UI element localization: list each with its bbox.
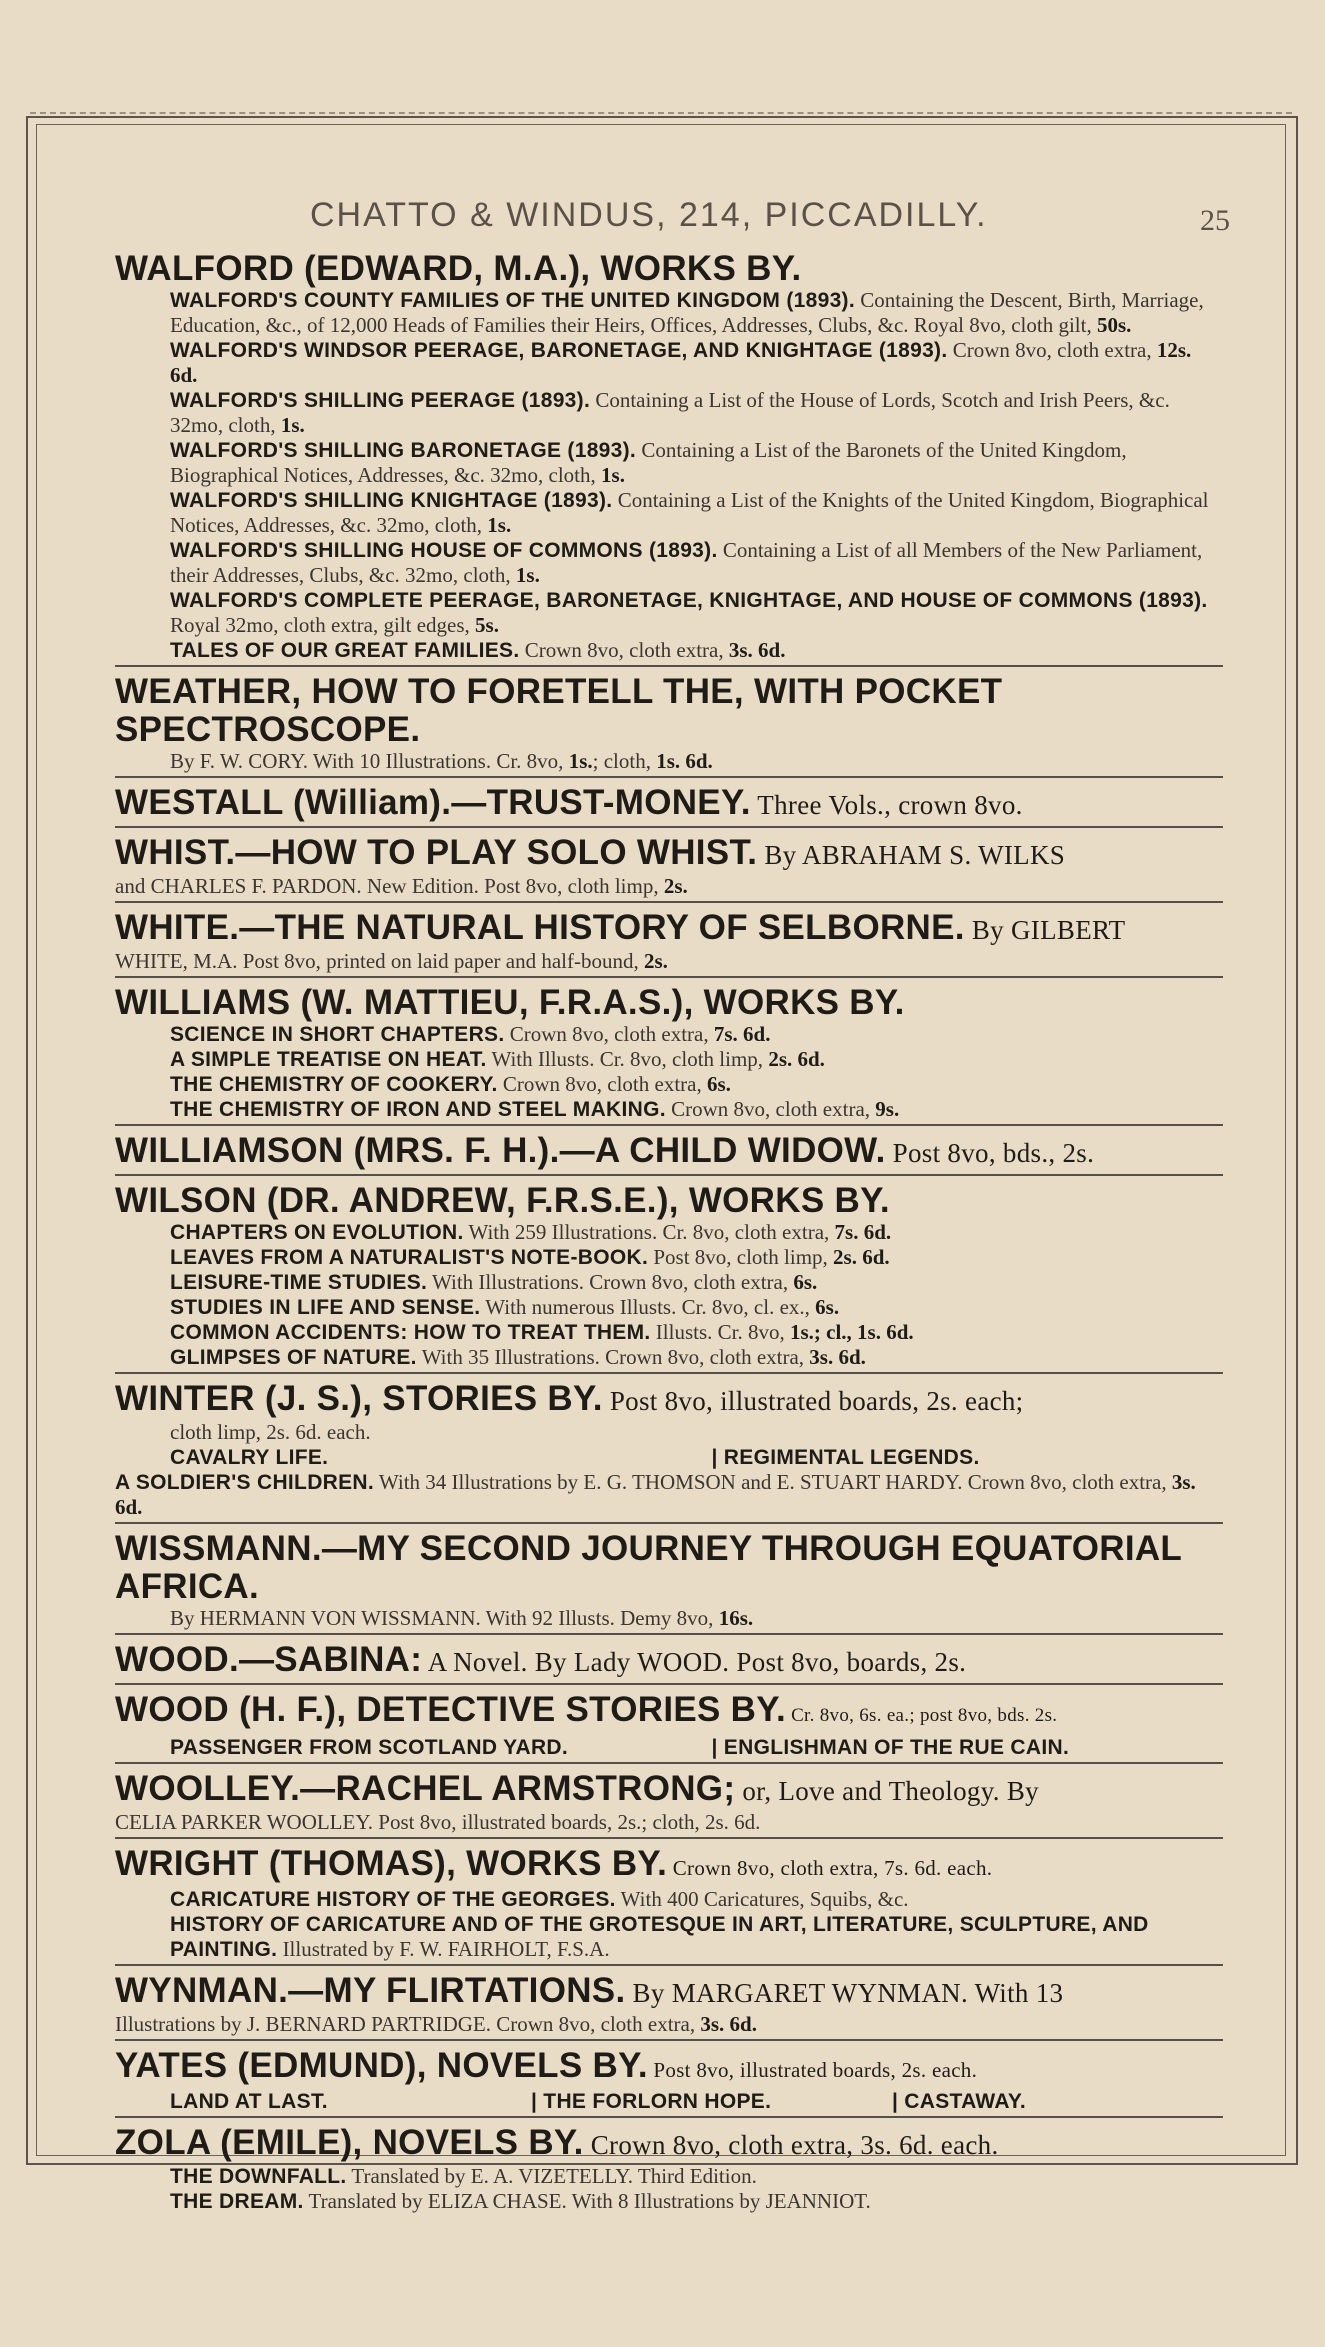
heading-rest: A Novel. By Lady WOOD. Post 8vo, boards, 2s. [422, 1647, 967, 1677]
heading-text: ZOLA (EMILE), NOVELS BY. [115, 2123, 584, 2162]
heading-rest: Crown 8vo, cloth extra, 3s. 6d. each. [583, 2130, 999, 2160]
price-text: 1s. [568, 749, 593, 773]
entry-line [115, 749, 1223, 774]
book-entry [115, 1295, 1223, 1320]
desc-text: Translated by ELIZA CHASE. With 8 Illustrations by JEANNIOT. [303, 2189, 871, 2213]
book-entry [115, 1097, 1223, 1122]
price-text: 3s. 6d. [809, 1345, 866, 1369]
book-title: CHAPTERS ON EVOLUTION. [170, 1221, 464, 1244]
desc-text: and CHARLES F. PARDON. New Edition. Post 8vo, cloth limp, [115, 874, 664, 898]
desc-text: Crown 8vo, cloth extra, [665, 1097, 876, 1121]
heading-text: WYNMAN.—MY FLIRTATIONS. [115, 1971, 626, 2010]
price-text: 1s. [601, 463, 625, 487]
book-title: WALFORD'S COMPLETE PEERAGE, BARONETAGE, KNIGHTAGE, AND HOUSE OF COMMONS (1893). [170, 589, 1208, 612]
page-header [120, 196, 1230, 246]
book-title: HISTORY OF CARICATURE AND OF THE GROTESQUE IN ART, LITERATURE, SCULPTURE, AND PAINTING. [170, 1913, 1149, 1961]
entry-wood-sabina [115, 1641, 1223, 1685]
book-title: THE CHEMISTRY OF COOKERY. [170, 1073, 498, 1096]
entry-weather [115, 673, 1223, 778]
entry-title-row [115, 1735, 1223, 1760]
price-text: 1s. [515, 563, 540, 587]
entry-heading [115, 1770, 1223, 1810]
price-text: 6s. [793, 1270, 818, 1294]
top-border-dots [30, 112, 1292, 114]
entry-wissmann [115, 1530, 1223, 1635]
entry-title-row [115, 1445, 1223, 1470]
entry-heading [115, 1132, 1223, 1172]
entry-heading [115, 784, 1223, 824]
book-entry [115, 1245, 1223, 1270]
price-text: 1s.; cl., 1s. 6d. [789, 1320, 914, 1344]
heading-rest: Post 8vo, bds., 2s. [885, 1138, 1095, 1168]
book-entry [115, 438, 1223, 488]
entry-yates [115, 2047, 1223, 2118]
book-title: WALFORD'S SHILLING HOUSE OF COMMONS (1893). [170, 539, 718, 562]
running-head: CHATTO & WINDUS, 214, PICCADILLY. [310, 196, 988, 234]
heading-text: WILLIAMSON (MRS. F. H.).—A CHILD WIDOW. [115, 1131, 886, 1170]
price-text: 1s. 6d. [656, 749, 713, 773]
book-title: LAND AT LAST. [170, 2090, 328, 2113]
entry-heading [115, 2047, 1223, 2089]
entry-heading [115, 1972, 1223, 2012]
heading-text: YATES (EDMUND), NOVELS BY. [115, 2046, 648, 2085]
desc-text: Translated by E. A. VIZETELLY. Third Edition. [346, 2164, 757, 2188]
book-entry [115, 588, 1223, 638]
entry-wright [115, 1845, 1223, 1966]
price-text: 2s. 6d. [833, 1245, 890, 1269]
book-entry [115, 1345, 1223, 1370]
entry-line [115, 2012, 1223, 2037]
book-title: SCIENCE IN SHORT CHAPTERS. [170, 1023, 505, 1046]
desc-text: Illustrated by F. W. FAIRHOLT, F.S.A. [277, 1937, 610, 1961]
book-title: CARICATURE HISTORY OF THE GEORGES. [170, 1888, 616, 1911]
book-title: PASSENGER FROM SCOTLAND YARD. [170, 1736, 569, 1759]
desc-text: ; cloth, [592, 749, 657, 773]
book-title: COMMON ACCIDENTS: HOW TO TREAT THEM. [170, 1321, 651, 1344]
book-entry [115, 1887, 1223, 1912]
entry-wilson [115, 1182, 1223, 1374]
desc-text: With 35 Illustrations. Crown 8vo, cloth extra, [416, 1345, 810, 1369]
heading-rest: Post 8vo, illustrated boards, 2s. each; [602, 1386, 1024, 1416]
book-title: A SOLDIER'S CHILDREN. [115, 1471, 375, 1494]
book-entry [115, 1270, 1223, 1295]
desc-text: Post 8vo, cloth limp, [648, 1245, 834, 1269]
book-title: LEISURE-TIME STUDIES. [170, 1271, 428, 1294]
entry-heading: WILLIAMS (W. MATTIEU, F.R.A.S.), WORKS BY. [115, 983, 905, 1022]
book-title: CAVALRY LIFE. [170, 1446, 329, 1469]
heading-text: WOOLLEY.—RACHEL ARMSTRONG; [115, 1769, 736, 1808]
desc-text: Containing a List of the House of Lords, Scotch and Irish Peers, &c. 32mo, cloth, [170, 388, 1170, 437]
price-text: 6s. [815, 1295, 840, 1319]
heading-rest: By ABRAHAM S. WILKS [757, 840, 1066, 870]
entry-heading [115, 673, 1223, 749]
entry-wynman [115, 1972, 1223, 2041]
book-title: WALFORD'S WINDSOR PEERAGE, BARONETAGE, AND KNIGHTAGE (1893). [170, 339, 948, 362]
entry-whist [115, 834, 1223, 903]
entry-heading [115, 2124, 1223, 2164]
price-text: 12s. 6d. [170, 338, 1192, 387]
entry-line: cloth limp, 2s. 6d. each. [170, 1420, 371, 1444]
price-text: 7s. 6d. [834, 1220, 892, 1244]
heading-text: WOOD.—SABINA: [115, 1640, 423, 1679]
desc-text: Crown 8vo, cloth extra, [497, 1072, 707, 1096]
entry-line [115, 874, 1223, 899]
desc-text: With 34 Illustrations by E. G. THOMSON and E. STUART HARDY. Crown 8vo, cloth extra, [374, 1470, 1172, 1494]
price-text: 16s. [718, 1606, 754, 1630]
catalogue-content [115, 250, 1223, 2222]
entry-item-list [115, 1887, 1223, 1962]
book-title: GLIMPSES OF NATURE. [170, 1346, 417, 1369]
heading-text: WESTALL (William).—TRUST-MONEY. [115, 783, 751, 822]
book-entry [115, 1220, 1223, 1245]
heading-text: WHITE.—THE NATURAL HISTORY OF SELBORNE. [115, 908, 965, 947]
entry-williamson [115, 1132, 1223, 1176]
price-text: 2s. [643, 949, 668, 973]
entry-westall [115, 784, 1223, 828]
price-text: 3s. 6d. [700, 2012, 757, 2036]
desc-text: Crown 8vo, cloth extra, [519, 638, 729, 662]
book-entry [115, 1022, 1223, 1047]
desc-text: With numerous Illusts. Cr. 8vo, cl. ex., [480, 1295, 816, 1319]
book-title: THE DOWNFALL. [170, 2165, 347, 2188]
book-entry [115, 2189, 1223, 2214]
heading-text: WEATHER, HOW TO FORETELL THE, WITH POCKET SPECTROSCOPE. [115, 672, 1003, 749]
entry-line: CELIA PARKER WOOLLEY. Post 8vo, illustrated boards, 2s.; cloth, 2s. 6d. [115, 1810, 761, 1834]
book-title: WALFORD'S SHILLING KNIGHTAGE (1893). [170, 489, 613, 512]
entry-item-list [115, 2164, 1223, 2214]
entry-heading: WISSMANN.—MY SECOND JOURNEY THROUGH EQUATORIAL AFRICA. [115, 1529, 1182, 1606]
book-title: LEAVES FROM A NATURALIST'S NOTE-BOOK. [170, 1246, 649, 1269]
book-entry [115, 1072, 1223, 1097]
price-text: 5s. [475, 613, 499, 637]
book-title: | THE FORLORN HOPE. [531, 2090, 772, 2113]
entry-heading [115, 1845, 1223, 1887]
book-title: WALFORD'S SHILLING PEERAGE (1893). [170, 389, 591, 412]
entry-wood-hf [115, 1691, 1223, 1764]
heading-text: WHIST.—HOW TO PLAY SOLO WHIST. [115, 833, 758, 872]
entry-item-list [115, 1022, 1223, 1122]
entry-heading [115, 1641, 1223, 1681]
book-entry [115, 338, 1223, 388]
entry-woolley [115, 1770, 1223, 1839]
heading-rest: Three Vols., crown 8vo. [750, 790, 1023, 820]
entry-title-row [115, 2089, 1223, 2114]
book-entry [115, 638, 1223, 663]
book-entry [115, 538, 1223, 588]
price-text: 3s. 6d. [728, 638, 786, 662]
book-title: THE DREAM. [170, 2190, 304, 2213]
price-text: 7s. 6d. [713, 1022, 771, 1046]
desc-text: Illusts. Cr. 8vo, [650, 1320, 790, 1344]
desc-text: With Illusts. Cr. 8vo, cloth limp, [486, 1047, 769, 1071]
heading-text: WINTER (J. S.), STORIES BY. [115, 1379, 603, 1418]
book-entry [115, 488, 1223, 538]
book-entry [115, 388, 1223, 438]
entry-heading [115, 909, 1223, 949]
book-entry [115, 1047, 1223, 1072]
book-title: TALES OF OUR GREAT FAMILIES. [170, 639, 520, 662]
heading-rest: Post 8vo, illustrated boards, 2s. each. [647, 2058, 978, 2082]
desc-text: Illustrations by J. BERNARD PARTRIDGE. Crown 8vo, cloth extra, [115, 2012, 701, 2036]
price-text: 6s. [706, 1072, 731, 1096]
price-text: 2s. [663, 874, 688, 898]
desc-text: Royal 32mo, cloth extra, gilt edges, [170, 613, 476, 637]
entry-white [115, 909, 1223, 978]
entry-winter [115, 1380, 1223, 1524]
desc-text: With 259 Illustrations. Cr. 8vo, cloth extra, [463, 1220, 835, 1244]
entry-line [115, 949, 1223, 974]
entry-heading: WILSON (DR. ANDREW, F.R.S.E.), WORKS BY. [115, 1181, 890, 1220]
price-text: 1s. [280, 413, 305, 437]
entry-heading [115, 1380, 1223, 1420]
heading-rest: By MARGARET WYNMAN. With 13 [625, 1978, 1064, 2008]
desc-text: Containing the Descent, Birth, Marriage, Education, &c., of 12,000 Heads of Families their Heirs, Offices, Addresses, Clubs, &c. Royal 8vo, cloth gilt, [170, 288, 1204, 337]
book-entry [115, 2164, 1223, 2189]
book-title: THE CHEMISTRY OF IRON AND STEEL MAKING. [170, 1098, 666, 1121]
desc-text: Containing a List of the Knights of the United Kingdom, Biographical Notices, Addresses, &c. 32mo, cloth, [170, 488, 1209, 537]
price-text: 9s. [875, 1097, 900, 1121]
entry-item-list [115, 1220, 1223, 1370]
book-title: | REGIMENTAL LEGENDS. [711, 1446, 980, 1469]
heading-rest: Cr. 8vo, 6s. ea.; post 8vo, bds. 2s. [786, 1705, 1058, 1726]
entry-line [115, 1606, 1223, 1631]
entry-heading [115, 1691, 1223, 1735]
entry-williams [115, 984, 1223, 1126]
entry-line [115, 1470, 1223, 1520]
heading-text: WRIGHT (THOMAS), WORKS BY. [115, 1844, 668, 1883]
book-entry [115, 1320, 1223, 1345]
book-title: | ENGLISHMAN OF THE RUE CAIN. [711, 1736, 1070, 1759]
book-entry [115, 1912, 1223, 1962]
desc-text: Crown 8vo, cloth extra, [947, 338, 1157, 362]
book-title: WALFORD'S SHILLING BARONETAGE (1893). [170, 439, 637, 462]
entry-item-list [115, 288, 1223, 663]
price-text: 50s. [1096, 313, 1132, 337]
price-text: 2s. 6d. [768, 1047, 825, 1071]
book-entry [115, 288, 1223, 338]
page-number: 25 [1200, 204, 1230, 237]
heading-rest: By GILBERT [964, 915, 1126, 945]
heading-text: WOOD (H. F.), DETECTIVE STORIES BY. [115, 1690, 787, 1729]
desc-text: Containing a List of the Baronets of the United Kingdom, Biographical Notices, Addresses, &c. 32mo, cloth, [170, 438, 1127, 487]
desc-text: By F. W. CORY. With 10 Illustrations. Cr. 8vo, [170, 749, 569, 773]
price-text: 3s. 6d. [115, 1470, 1196, 1519]
desc-text: Crown 8vo, cloth extra, [504, 1022, 714, 1046]
book-title: | CASTAWAY. [892, 2090, 1027, 2113]
desc-text: By HERMANN VON WISSMANN. With 92 Illusts. Demy 8vo, [170, 1606, 719, 1630]
entry-zola [115, 2124, 1223, 2216]
price-text: 1s. [487, 513, 512, 537]
desc-text: WHITE, M.A. Post 8vo, printed on laid paper and half-bound, [115, 949, 644, 973]
entry-walford [115, 250, 1223, 667]
book-title: A SIMPLE TREATISE ON HEAT. [170, 1048, 487, 1071]
desc-text: With Illustrations. Crown 8vo, cloth extra, [427, 1270, 794, 1294]
book-title: WALFORD'S COUNTY FAMILIES OF THE UNITED KINGDOM (1893). [170, 289, 855, 312]
entry-heading: WALFORD (EDWARD, M.A.), WORKS BY. [115, 249, 802, 288]
heading-rest: Crown 8vo, cloth extra, 7s. 6d. each. [667, 1856, 993, 1880]
heading-rest: or, Love and Theology. By [735, 1776, 1039, 1806]
desc-text: Containing a List of all Members of the New Parliament, their Addresses, Clubs, &c. 32mo, cloth, [170, 538, 1203, 587]
desc-text: With 400 Caricatures, Squibs, &c. [615, 1887, 909, 1911]
entry-heading [115, 834, 1223, 874]
book-title: STUDIES IN LIFE AND SENSE. [170, 1296, 481, 1319]
